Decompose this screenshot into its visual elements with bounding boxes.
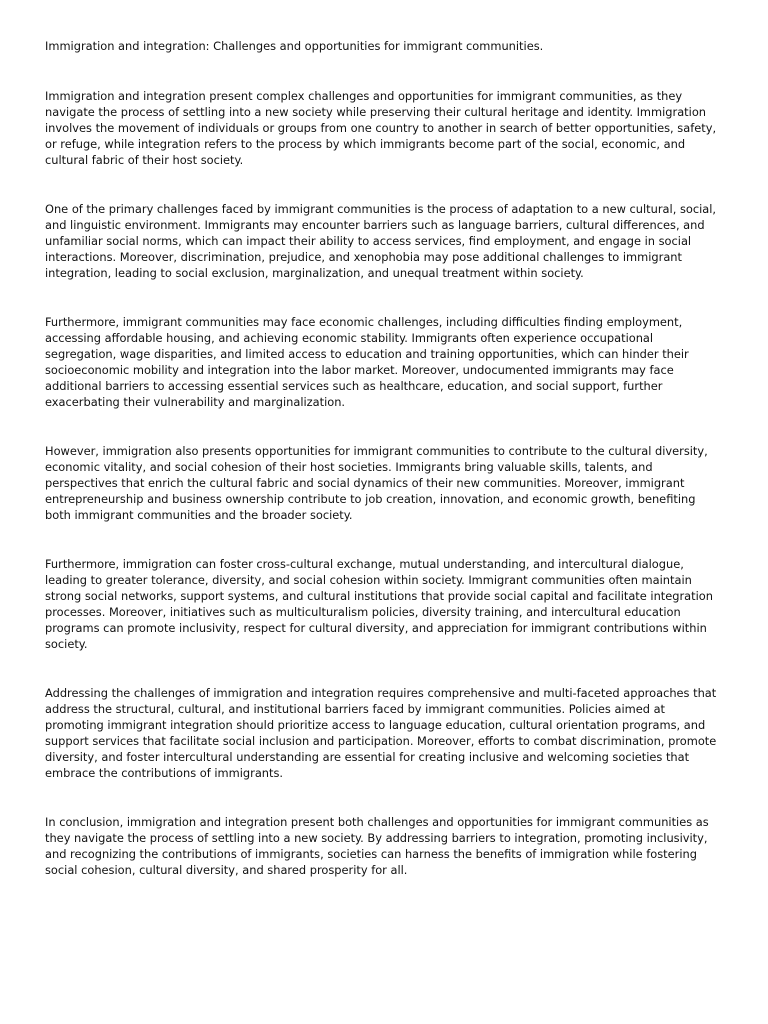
document-title: Immigration and integration: Challenges and opportunities for immigrant communities. xyxy=(45,39,544,53)
document-body xyxy=(45,38,723,911)
paragraph-intro: Immigration and integration present complex challenges and opportunities for immigrant communities, as they navigate the process of settling into a new society while preserving their cultural heritage and identity. Immigration involves the movement of individuals or groups from one country to another in search of better opportunities, safety, or refuge, while integration refers to the process by which immigrants become part of the social, economic, and cultural fabric of their host society. xyxy=(45,89,717,167)
paragraph-addressing-challenges: Addressing the challenges of immigration and integration requires comprehensive and multi-faceted approaches that address the structural, cultural, and institutional barriers faced by immigrant communities. Policies aimed at promoting immigrant integration should prioritize access to language education, cultural orientation programs, and support services that facilitate social inclusion and participation. Moreover, efforts to combat discrimination, promote diversity, and foster intercultural understanding are essential for creating inclusive and welcoming societies that embrace the contributions of immigrants. xyxy=(45,686,717,780)
paragraph-opportunities: However, immigration also presents opportunities for immigrant communities to contribute to the cultural diversity, economic vitality, and social cohesion of their host societies. Immigrants bring valuable skills, talents, and perspectives that enrich the cultural fabric and social dynamics of their new communities. Moreover, immigrant entrepreneurship and business ownership contribute to job creation, innovation, and economic growth, benefiting both immigrant communities and the broader society. xyxy=(45,444,708,522)
paragraph-cross-cultural-exchange: Furthermore, immigration can foster cross-cultural exchange, mutual understanding, and intercultural dialogue, leading to greater tolerance, diversity, and social cohesion within society. Immigrant communities often maintain strong social networks, support systems, and cultural institutions that provide social capital and facilitate integration processes. Moreover, initiatives such as multiculturalism policies, diversity training, and intercultural education programs can promote inclusivity, respect for cultural diversity, and appreciation for immigrant contributions within society. xyxy=(45,557,713,651)
paragraph-adaptation-challenges: One of the primary challenges faced by immigrant communities is the process of adaptation to a new cultural, social, and linguistic environment. Immigrants may encounter barriers such as language barriers, cultural differences, and unfamiliar social norms, which can impact their ability to access services, find employment, and engage in social interactions. Moreover, discrimination, prejudice, and xenophobia may pose additional challenges to immigrant integration, leading to social exclusion, marginalization, and unequal treatment within society. xyxy=(45,202,717,280)
paragraph-economic-challenges: Furthermore, immigrant communities may face economic challenges, including difficulties finding employment, accessing affordable housing, and achieving economic stability. Immigrants often experience occupational segregation, wage disparities, and limited access to education and training opportunities, which can hinder their socioeconomic mobility and integration into the labor market. Moreover, undocumented immigrants may face additional barriers to accessing essential services such as healthcare, education, and social support, further exacerbating their vulnerability and marginalization. xyxy=(45,315,689,409)
paragraph-conclusion: In conclusion, immigration and integration present both challenges and opportunities for immigrant communities as they navigate the process of settling into a new society. By addressing barriers to integration, promoting inclusivity, and recognizing the contributions of immigrants, societies can harness the benefits of immigration while fostering social cohesion, cultural diversity, and shared prosperity for all. xyxy=(45,815,709,877)
